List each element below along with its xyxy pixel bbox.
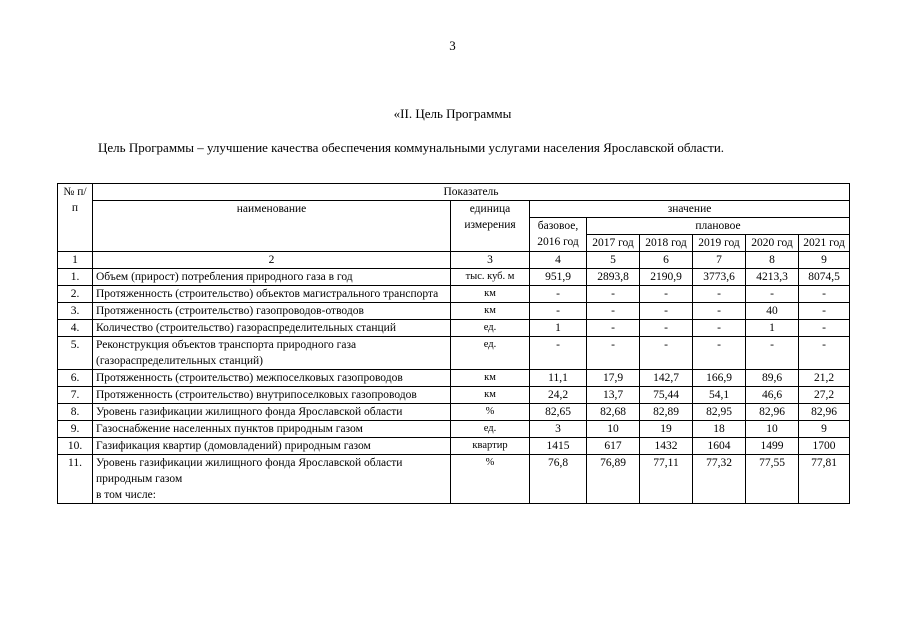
row-name: Протяженность (строительство) межпоселковых газопроводов bbox=[93, 370, 451, 387]
row-number: 3. bbox=[58, 303, 93, 320]
row-name: Объем (прирост) потребления природного газа в год bbox=[93, 269, 451, 286]
row-name: Реконструкция объектов транспорта природного газа (газораспределительных станций) bbox=[93, 337, 451, 370]
column-number: 3 bbox=[451, 252, 530, 269]
row-number: 8. bbox=[58, 404, 93, 421]
row-number: 7. bbox=[58, 387, 93, 404]
row-value: 10 bbox=[746, 421, 799, 438]
row-value: 1499 bbox=[746, 438, 799, 455]
column-number: 2 bbox=[93, 252, 451, 269]
row-value: 76,8 bbox=[530, 455, 587, 504]
column-numbers-row bbox=[58, 252, 850, 269]
row-value: 82,96 bbox=[746, 404, 799, 421]
table-row bbox=[58, 286, 850, 303]
column-number: 5 bbox=[587, 252, 640, 269]
row-value: 1700 bbox=[799, 438, 850, 455]
row-value: 75,44 bbox=[640, 387, 693, 404]
row-value: 82,68 bbox=[587, 404, 640, 421]
row-value: - bbox=[799, 286, 850, 303]
column-number: 1 bbox=[58, 252, 93, 269]
row-value: 1 bbox=[530, 320, 587, 337]
row-value: 76,89 bbox=[587, 455, 640, 504]
row-unit: тыс. куб. м bbox=[451, 269, 530, 286]
indicators-table bbox=[57, 183, 850, 504]
row-unit: % bbox=[451, 404, 530, 421]
row-value: - bbox=[530, 286, 587, 303]
row-value: 24,2 bbox=[530, 387, 587, 404]
header-row-1 bbox=[58, 184, 850, 201]
row-value: - bbox=[640, 303, 693, 320]
goal-paragraph: Цель Программы – улучшение качества обеспечения коммунальными услугами населения Ярославской области. bbox=[98, 140, 725, 155]
row-value: 27,2 bbox=[799, 387, 850, 404]
row-value: - bbox=[746, 337, 799, 370]
row-value: 1604 bbox=[693, 438, 746, 455]
row-value: 9 bbox=[799, 421, 850, 438]
table-row bbox=[58, 370, 850, 387]
row-value: 1 bbox=[746, 320, 799, 337]
row-name: Газификация квартир (домовладений) природным газом bbox=[93, 438, 451, 455]
header-year: 2019 год bbox=[693, 235, 746, 252]
row-name: Протяженность (строительство) газопроводов-отводов bbox=[93, 303, 451, 320]
row-name: Уровень газификации жилищного фонда Ярославской области природным газом в том числе: bbox=[93, 455, 451, 504]
row-value: 142,7 bbox=[640, 370, 693, 387]
row-value: 8074,5 bbox=[799, 269, 850, 286]
row-value: 40 bbox=[746, 303, 799, 320]
column-number: 8 bbox=[746, 252, 799, 269]
header-year: 2020 год bbox=[746, 235, 799, 252]
row-number: 10. bbox=[58, 438, 93, 455]
row-value: 17,9 bbox=[587, 370, 640, 387]
row-value: 3773,6 bbox=[693, 269, 746, 286]
row-value: 1432 bbox=[640, 438, 693, 455]
row-unit: км bbox=[451, 286, 530, 303]
row-value: - bbox=[693, 286, 746, 303]
row-number: 6. bbox=[58, 370, 93, 387]
header-year: 2018 год bbox=[640, 235, 693, 252]
column-number: 7 bbox=[693, 252, 746, 269]
row-value: - bbox=[799, 303, 850, 320]
row-value: - bbox=[693, 337, 746, 370]
header-year: 2017 год bbox=[587, 235, 640, 252]
row-value: - bbox=[640, 320, 693, 337]
table-row bbox=[58, 303, 850, 320]
row-value: 46,6 bbox=[746, 387, 799, 404]
page-number: 3 bbox=[449, 38, 456, 53]
column-number: 6 bbox=[640, 252, 693, 269]
row-value: 77,32 bbox=[693, 455, 746, 504]
row-value: 951,9 bbox=[530, 269, 587, 286]
row-name: Газоснабжение населенных пунктов природным газом bbox=[93, 421, 451, 438]
row-number: 4. bbox=[58, 320, 93, 337]
row-value: - bbox=[693, 320, 746, 337]
row-number: 11. bbox=[58, 455, 93, 504]
row-value: 82,96 bbox=[799, 404, 850, 421]
row-value: 166,9 bbox=[693, 370, 746, 387]
row-unit: км bbox=[451, 303, 530, 320]
table-body bbox=[58, 184, 850, 504]
row-value: 21,2 bbox=[799, 370, 850, 387]
row-value: 13,7 bbox=[587, 387, 640, 404]
row-value: 77,81 bbox=[799, 455, 850, 504]
row-value: 18 bbox=[693, 421, 746, 438]
row-value: 77,11 bbox=[640, 455, 693, 504]
row-name: Уровень газификации жилищного фонда Ярославской области bbox=[93, 404, 451, 421]
column-number: 9 bbox=[799, 252, 850, 269]
row-value: 89,6 bbox=[746, 370, 799, 387]
table-row bbox=[58, 404, 850, 421]
row-value: 617 bbox=[587, 438, 640, 455]
row-value: - bbox=[640, 286, 693, 303]
row-value: - bbox=[587, 337, 640, 370]
table-row bbox=[58, 455, 850, 504]
row-number: 5. bbox=[58, 337, 93, 370]
header-year: 2021 год bbox=[799, 235, 850, 252]
row-value: 3 bbox=[530, 421, 587, 438]
row-name: Протяженность (строительство) внутрипоселковых газопроводов bbox=[93, 387, 451, 404]
row-value: 4213,3 bbox=[746, 269, 799, 286]
table-row bbox=[58, 320, 850, 337]
row-number: 9. bbox=[58, 421, 93, 438]
row-value: 2190,9 bbox=[640, 269, 693, 286]
row-unit: ед. bbox=[451, 337, 530, 370]
column-number: 4 bbox=[530, 252, 587, 269]
row-name: Количество (строительство) газораспределительных станций bbox=[93, 320, 451, 337]
row-value: - bbox=[799, 337, 850, 370]
table-row bbox=[58, 387, 850, 404]
table-row bbox=[58, 269, 850, 286]
row-unit: квартир bbox=[451, 438, 530, 455]
header-planned: плановое bbox=[587, 218, 850, 235]
row-value: 82,95 bbox=[693, 404, 746, 421]
row-name: Протяженность (строительство) объектов магистрального транспорта bbox=[93, 286, 451, 303]
header-num: № п/п bbox=[58, 184, 93, 252]
row-number: 1. bbox=[58, 269, 93, 286]
table-row bbox=[58, 438, 850, 455]
row-value: 19 bbox=[640, 421, 693, 438]
row-value: 1415 bbox=[530, 438, 587, 455]
row-value: - bbox=[530, 303, 587, 320]
row-value: - bbox=[530, 337, 587, 370]
row-unit: % bbox=[451, 455, 530, 504]
row-value: 10 bbox=[587, 421, 640, 438]
row-value: - bbox=[640, 337, 693, 370]
table-row bbox=[58, 337, 850, 370]
row-value: 82,89 bbox=[640, 404, 693, 421]
row-value: 11,1 bbox=[530, 370, 587, 387]
row-unit: км bbox=[451, 370, 530, 387]
row-value: 54,1 bbox=[693, 387, 746, 404]
row-value: - bbox=[693, 303, 746, 320]
header-row-2 bbox=[58, 201, 850, 218]
table-row bbox=[58, 421, 850, 438]
row-unit: ед. bbox=[451, 320, 530, 337]
row-unit: км bbox=[451, 387, 530, 404]
header-value: значение bbox=[530, 201, 850, 218]
header-base: базовое, 2016 год bbox=[530, 218, 587, 252]
row-value: - bbox=[799, 320, 850, 337]
row-unit: ед. bbox=[451, 421, 530, 438]
header-unit: единица измерения bbox=[451, 201, 530, 252]
row-value: 77,55 bbox=[746, 455, 799, 504]
row-number: 2. bbox=[58, 286, 93, 303]
header-name: наименование bbox=[93, 201, 451, 252]
row-value: - bbox=[587, 320, 640, 337]
row-value: - bbox=[587, 286, 640, 303]
section-heading: «II. Цель Программы bbox=[393, 106, 512, 121]
row-value: - bbox=[587, 303, 640, 320]
row-value: - bbox=[746, 286, 799, 303]
row-value: 2893,8 bbox=[587, 269, 640, 286]
row-value: 82,65 bbox=[530, 404, 587, 421]
header-indicator: Показатель bbox=[93, 184, 850, 201]
